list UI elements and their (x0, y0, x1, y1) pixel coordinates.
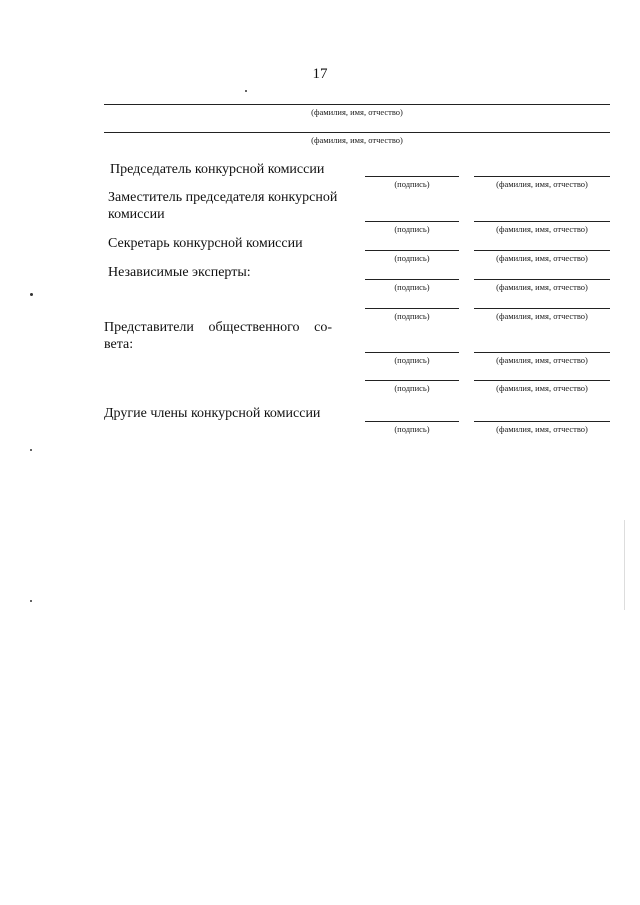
signature-line (365, 308, 459, 309)
full-name-caption: (фамилия, имя, отчество) (496, 355, 588, 365)
full-name-line (474, 308, 610, 309)
signature-line (365, 380, 459, 381)
name-caption-1: (фамилия, имя, отчество) (311, 107, 403, 117)
signature-line (365, 279, 459, 280)
chairman-label: Председатель конкурсной комиссии (110, 162, 325, 177)
full-name-caption: (фамилия, имя, отчество) (496, 383, 588, 393)
deputy-label-line2: комиссии (108, 207, 165, 222)
others-label: Другие члены конкурсной комиссии (104, 406, 321, 421)
signature-caption: (подпись) (394, 179, 430, 189)
deputy-label-line1: Заместитель председателя конкурсной (108, 190, 338, 205)
signature-line (365, 250, 459, 251)
scan-speck (30, 449, 32, 451)
scan-edge-mark (624, 520, 625, 610)
scan-speck (30, 293, 33, 296)
full-name-caption: (фамилия, имя, отчество) (496, 179, 588, 189)
full-name-line (474, 380, 610, 381)
page-number: 17 (312, 66, 328, 82)
signature-line (365, 176, 459, 177)
full-name-caption: (фамилия, имя, отчество) (496, 424, 588, 434)
signature-caption: (подпись) (394, 383, 430, 393)
full-name-caption: (фамилия, имя, отчество) (496, 282, 588, 292)
full-name-line (474, 352, 610, 353)
full-name-caption: (фамилия, имя, отчество) (496, 311, 588, 321)
full-name-caption: (фамилия, имя, отчество) (496, 253, 588, 263)
signature-caption: (подпись) (394, 355, 430, 365)
secretary-label: Секретарь конкурсной комиссии (108, 236, 303, 251)
full-name-line (474, 279, 610, 280)
full-name-line (474, 176, 610, 177)
full-name-caption: (фамилия, имя, отчество) (496, 224, 588, 234)
signature-caption: (подпись) (394, 424, 430, 434)
full-name-line (474, 421, 610, 422)
signature-caption: (подпись) (394, 282, 430, 292)
signature-line (365, 421, 459, 422)
scan-speck (245, 90, 247, 92)
name-line-1 (104, 104, 610, 105)
signature-line (365, 221, 459, 222)
signature-caption: (подпись) (394, 253, 430, 263)
experts-label: Независимые эксперты: (108, 265, 251, 280)
name-caption-2: (фамилия, имя, отчество) (311, 135, 403, 145)
full-name-line (474, 221, 610, 222)
council-label-line1: Представители общественного со- (104, 320, 332, 335)
signature-caption: (подпись) (394, 311, 430, 321)
signature-line (365, 352, 459, 353)
name-line-2 (104, 132, 610, 133)
council-label-line2: вета: (104, 337, 134, 352)
scan-speck (30, 600, 32, 602)
full-name-line (474, 250, 610, 251)
signature-caption: (подпись) (394, 224, 430, 234)
